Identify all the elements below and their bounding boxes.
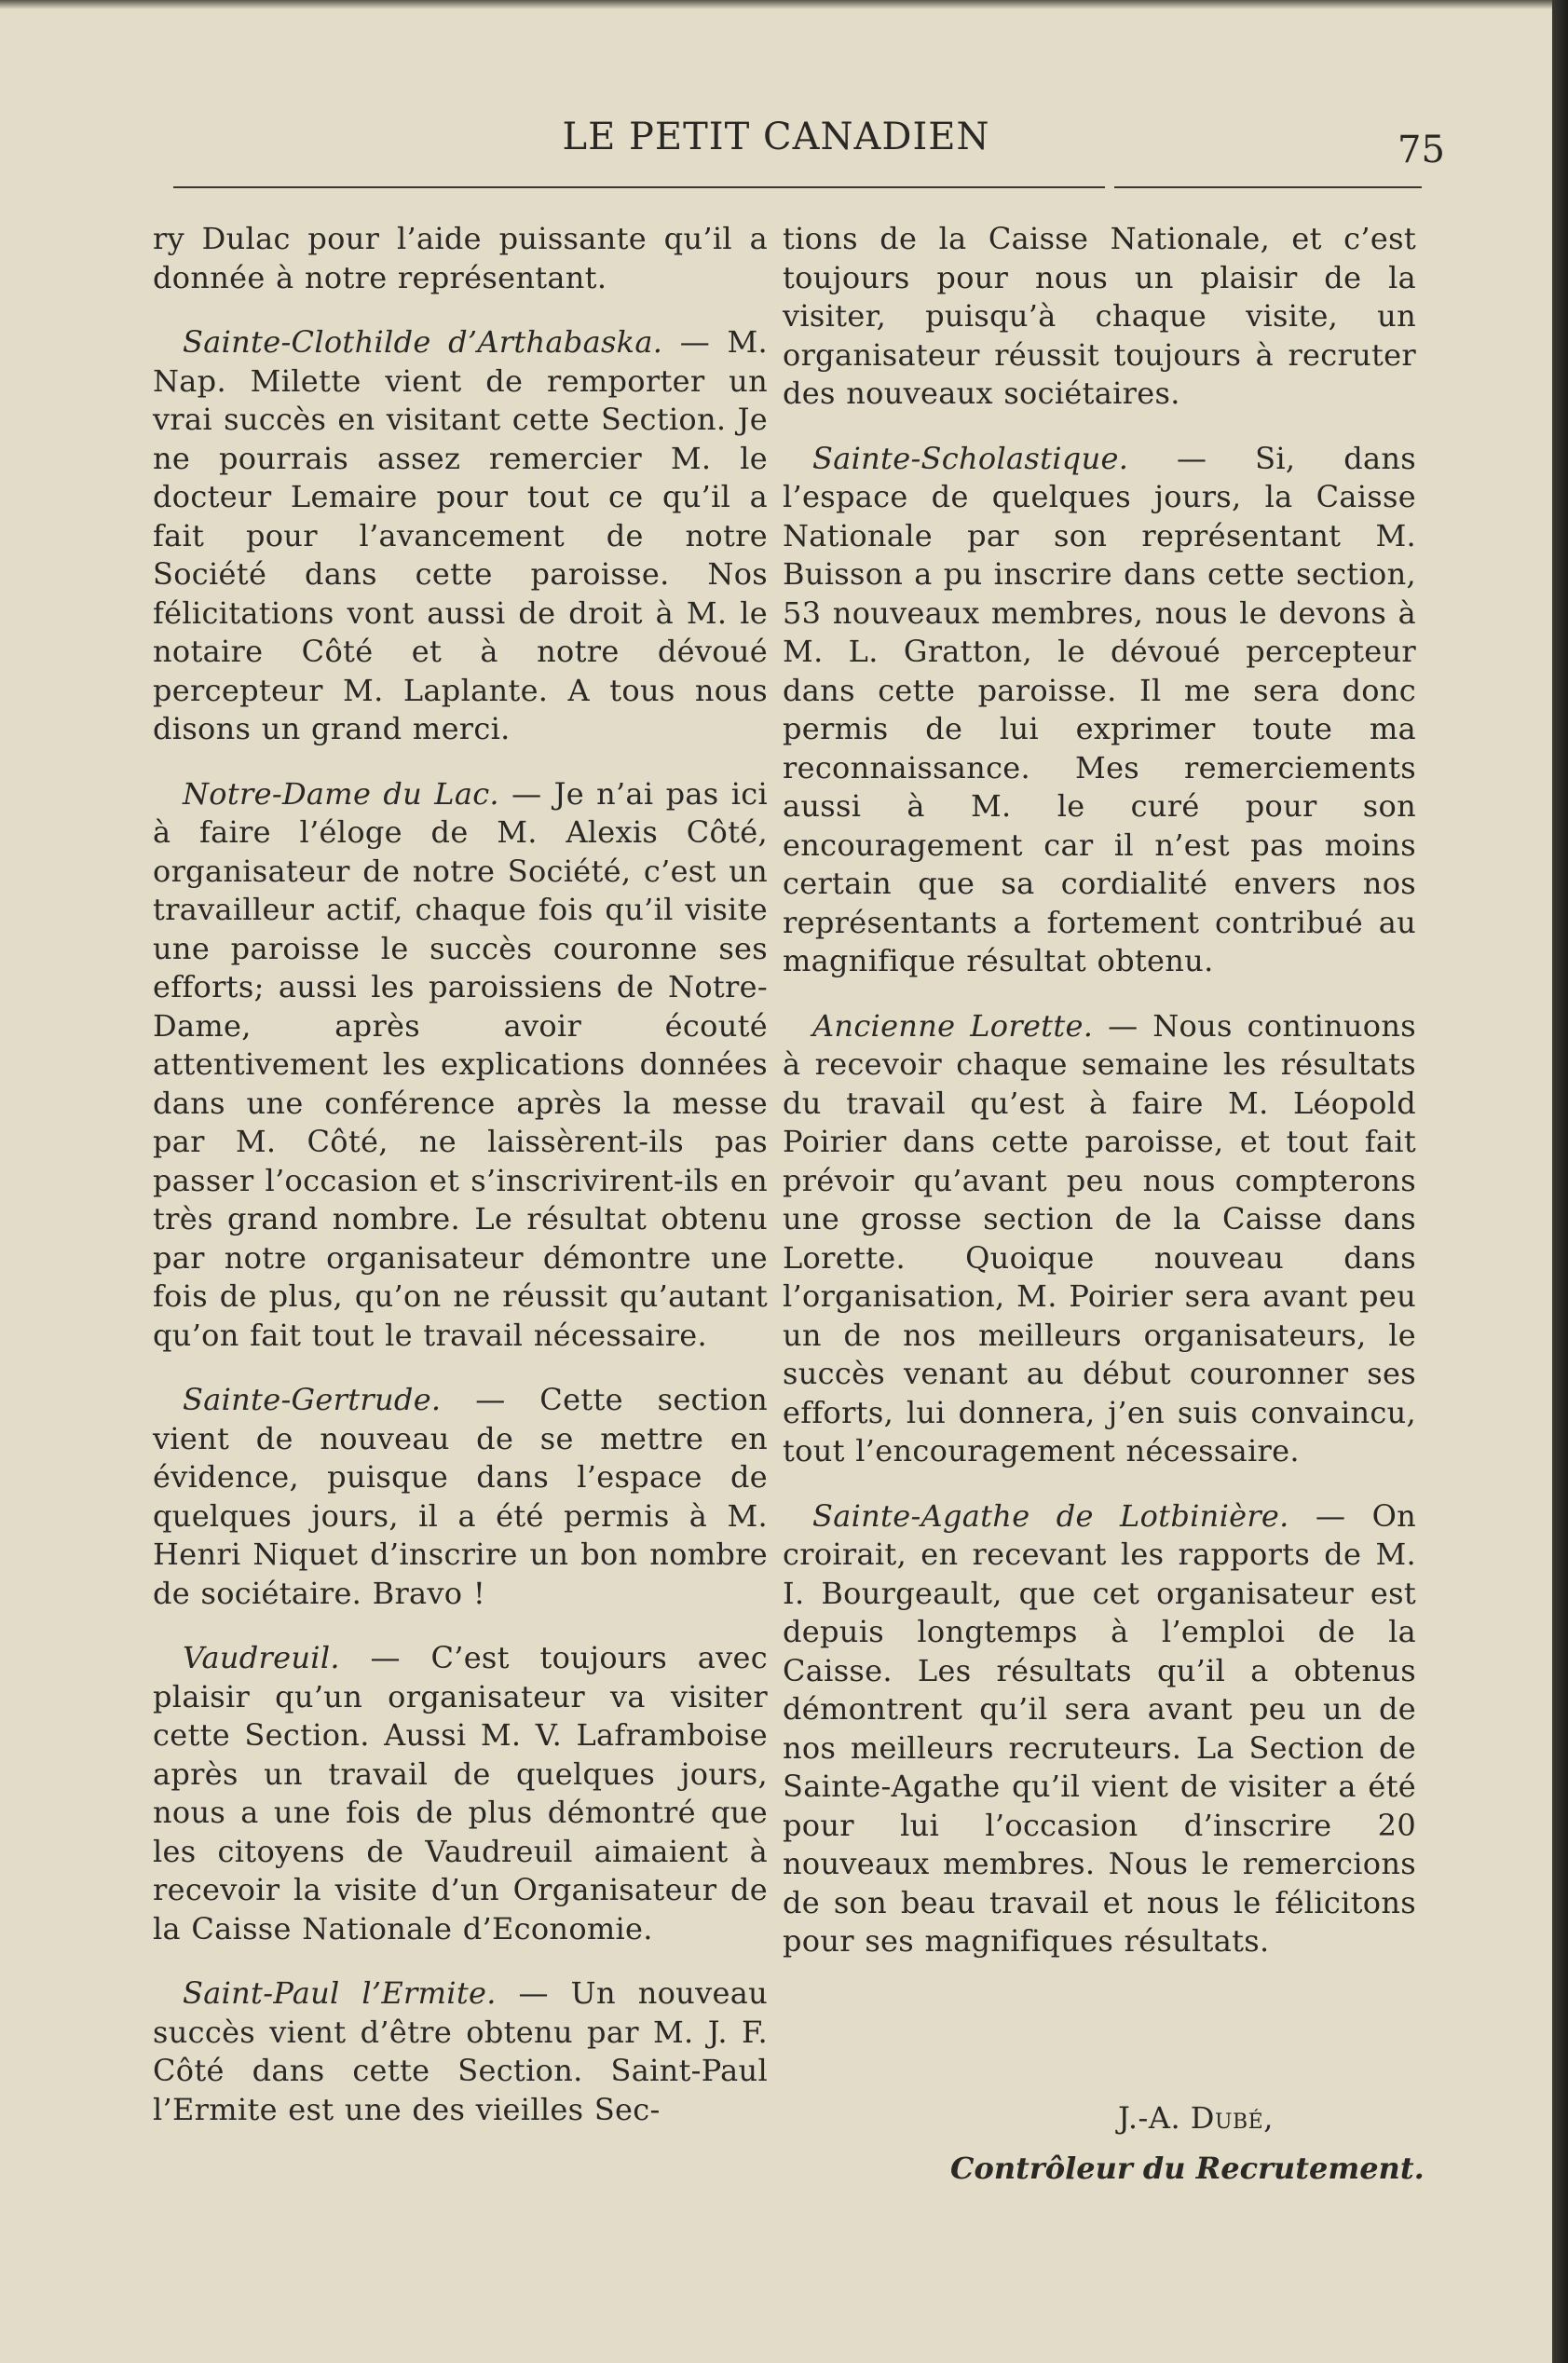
right-column [783, 220, 1416, 1987]
running-head: LE PETIT CANADIEN [562, 116, 990, 158]
page-edge-shadow [1552, 0, 1568, 2363]
paragraph-continuation [783, 220, 1416, 414]
paragraph-vaudreuil [153, 1639, 768, 1948]
paragraph-text: — M. Nap. Milette vient de remporter un vrai succès en visitant cette Section. Je ne pourrais assez remercier M. le docteur Lemaire pour tout ce qu’il a fait pour l’avancement de notre Société dans cette paroisse. Nos félicitations vont aussi de droit à M. le notaire Côté et à notre dévoué percepteur M. Laplante. A tous nous disons un grand merci. [153, 324, 769, 746]
paragraph-text: — C’est toujours avec plaisir qu’un organisateur va visiter cette Section. Aussi M. V. Laframboise après un travail de quelques jours, nous a une fois de plus démontré que les citoyens de Vaudreuil aimaient à recevoir la visite d’un Organisateur de la Caisse Nationale d’Economie. [153, 1640, 768, 1946]
page-number: 75 [1398, 129, 1445, 171]
signature-surname: Dubé, [1190, 2100, 1274, 2136]
left-column [153, 220, 768, 2155]
paragraph-notre-dame-du-lac [153, 775, 768, 1356]
top-edge [0, 0, 1552, 9]
paragraph-text: — Je n’ai pas ici à faire l’éloge de M. Alexis Côté, organisateur de notre Société, c’est un travailleur actif, chaque fois qu’il visite une paroisse le succès couronne ses efforts; aussi les paroissiens de Notre-Dame, après avoir écouté attentivement les explications données dans une conférence après la messe par M. Côté, ne laissèrent-ils pas passer l’occasion et s’inscrivirent-ils en très grand nombre. Le résultat obtenu par notre organisateur démontre une fois de plus, qu’on ne réussit qu’autant qu’on fait tout le travail nécessaire. [153, 775, 768, 1353]
section-heading: Ancienne Lorette. [812, 1007, 1094, 1044]
section-heading: Notre-Dame du Lac. [183, 775, 499, 812]
paragraph-sainte-scholastique [783, 440, 1416, 981]
header-rule-right [1114, 186, 1422, 188]
header-rule-left [173, 186, 1105, 188]
paragraph-text: — Si, dans l’espace de quelques jours, la Caisse Nationale par son représentant M. Buisson a pu inscrire dans cette section, 53 nouveaux membres, nous le devons à M. L. Gratton, le dévoué percepteur dans cette paroisse. Il me sera donc permis de lui exprimer toute ma reconnaissance. Mes remerciements aussi à M. le curé pour son encouragement car il n’est pas moins certain que sa cordialité envers nos représentants a fortement contribué au magnifique résultat obtenu. [783, 440, 1416, 978]
signature-initials: J.-A. [1118, 2100, 1191, 2136]
paragraph-sainte-gertrude [153, 1381, 768, 1613]
paragraph-text: — Cette section vient de nouveau de se mettre en évidence, puisque dans l’espace de quelques jours, il a été permis à M. Henri Niquet d’inscrire un bon nombre de sociétaire. Bravo ! [153, 1382, 768, 1611]
section-heading: Sainte-Scholastique. [812, 440, 1129, 476]
paragraph-text: — Nous continuons à recevoir chaque semaine les résultats du travail qu’est à faire M. Léopold Poirier dans cette paroisse, et tout fait prévoir qu’avant peu nous compterons une grosse section de la Caisse dans Lorette. Quoique nouveau dans l’organisation, M. Poirier sera avant peu un de nos meilleurs organisateurs, le succès venant au début couronner ses efforts, lui donnera, j’en suis convaincu, tout l’encouragement nécessaire. [783, 1007, 1416, 1468]
signature-title: Contrôleur du Recrutement. [950, 2151, 1425, 2186]
paragraph-sainte-agathe [783, 1497, 1416, 1961]
paragraph-text: — On croirait, en recevant les rapports de M. I. Bourgeault, que cet organisateur est depuis longtemps à l’emploi de la Caisse. Les résultats qu’il a obtenus démontrent qu’il sera avant peu un de nos meilleurs recruteurs. La Section de Sainte-Agathe qu’il vient de visiter a été pour lui l’occasion d’inscrire 20 nouveaux membres. Nous le remercions de son beau travail et nous le félicitons pour ses magnifiques résultats. [783, 1497, 1417, 1959]
section-heading: Sainte-Clothilde d’Arthabaska. [183, 324, 663, 360]
paragraph-sainte-clothilde [153, 323, 768, 749]
section-heading: Sainte-Agathe de Lotbinière. [812, 1497, 1289, 1534]
paragraph-text: ry Dulac pour l’aide puissante qu’il a donnée à notre représentant. [153, 221, 768, 295]
paragraph-continuation [153, 220, 768, 297]
paragraph-saint-paul-ermite [153, 1974, 768, 2129]
section-heading: Sainte-Gertrude. [183, 1382, 442, 1417]
section-heading: Vaudreuil. [183, 1640, 340, 1675]
section-heading: Saint-Paul l’Ermite. [183, 1975, 497, 2011]
signature-name [1118, 2100, 1274, 2136]
paragraph-text: — Un nouveau succès vient d’être obtenu par M. J. F. Côté dans cette Section. Saint-Paul l’Ermite est une des vieilles Sec- [153, 1975, 768, 2127]
paragraph-text: tions de la Caisse Nationale, et c’est toujours pour nous un plaisir de la visiter, puisqu’à chaque visite, un organisateur réussit toujours à recruter des nouveaux sociétaires. [783, 221, 1416, 411]
paragraph-ancienne-lorette [783, 1007, 1416, 1471]
